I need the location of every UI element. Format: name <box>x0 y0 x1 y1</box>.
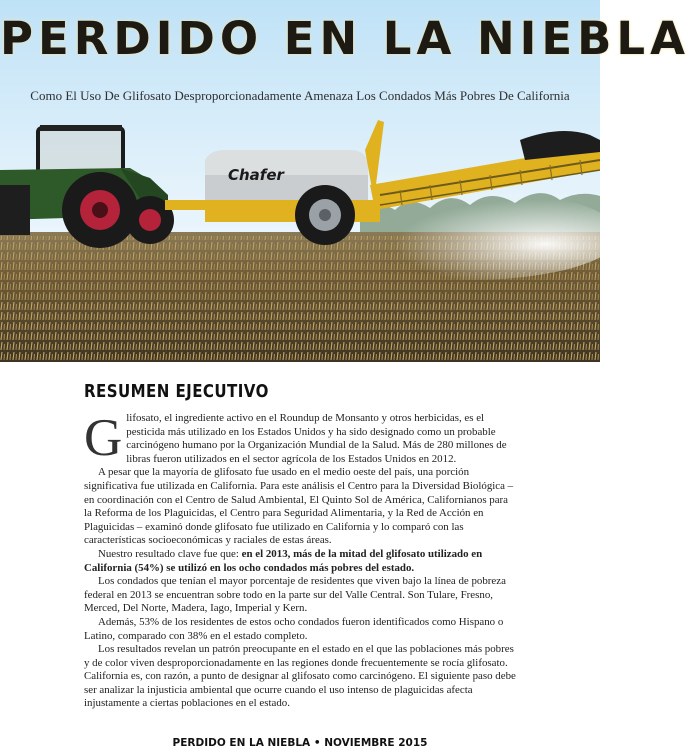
section-heading: RESUMEN EJECUTIVO <box>84 382 269 402</box>
drop-cap: G <box>84 409 123 467</box>
page-footer <box>0 737 600 749</box>
cover-photo <box>0 0 690 362</box>
paragraph-1-text: lifosato, el ingrediente activo en el Roundup de Monsanto y otros herbicidas, es el pesticida más utilizado en los Estados Unidos y ha sido designado como un probable carcinógeno humano por la Organización Mundial de la Salud. Más de 280 millones de libras fueron utilizados en el sector agrícola de los Estados Unidos en 2012. <box>126 412 507 465</box>
executive-summary <box>84 382 518 711</box>
report-subtitle: Como El Uso De Glifosato Desproporcionadamente Amenaza Los Condados Más Pobres De California <box>30 88 570 103</box>
paragraph-3 <box>84 548 518 575</box>
paragraph-4: Los condados que tenían el mayor porcentaje de residentes que viven bajo la línea de pobreza federal en 2013 se encuentran sobre todo en la parte sur del Valle Central. Son Tulare, Fresno, Merced, Del Norte, Madera, Iago, Imperial y Kern. <box>84 575 506 615</box>
paragraph-1 <box>84 409 518 467</box>
footer-title: PERDIDO EN LA NIEBLA <box>172 737 311 749</box>
footer-separator: • <box>313 737 321 749</box>
paragraph-6: Los resultados revelan un patrón preocupante en el estado en el que las poblaciones más pobres y de color viven desproporcionadamente en las regiones donde frecuentemente se rocía glifosato. California es, con razón, a punto de designar al glifosato como carcinógeno. El siguiente paso debe ser analizar la injusticia ambiental que ocurre cuando el uso intenso de plaguicidas afecta injustamente a ciertas poblaciones en el estado. <box>84 643 516 710</box>
key-finding: en el 2013, más de la mitad del glifosato utilizado en California (54%) se utilizó en los ocho condados más pobres del estado. <box>84 547 483 574</box>
paragraph-5: Además, 53% de los residentes de estos ocho condados fueron identificados como Hispano o Latino, comparado con 38% en el estado completo. <box>84 615 504 642</box>
paragraph-2: A pesar que la mayoría de glifosato fue usado en el medio oeste del país, una porción significativa fue utilizada en California. Para este análisis el Centro para la Diversidad Biológica – en coordinación con el Centro de Salud Ambiental, El Quinto Sol de América, Californianos para la Reforma de los Plaguicidas, el Centro para Seguridad Alimentaria, y la Red de Acción en Plaguicidas – examinó donde glifosato fue utilizado en California y lo comparó con las características socioeconómicas y raciales de estas áreas. <box>84 466 514 547</box>
sprayer-brand-text: Chafer <box>228 166 284 184</box>
paragraph-3-lead: Nuestro resultado clave fue que: <box>98 547 239 560</box>
report-title: PERDIDO EN LA NIEBLA <box>0 12 690 65</box>
footer-date: NOVIEMBRE 2015 <box>324 737 428 749</box>
article-body <box>84 409 518 711</box>
